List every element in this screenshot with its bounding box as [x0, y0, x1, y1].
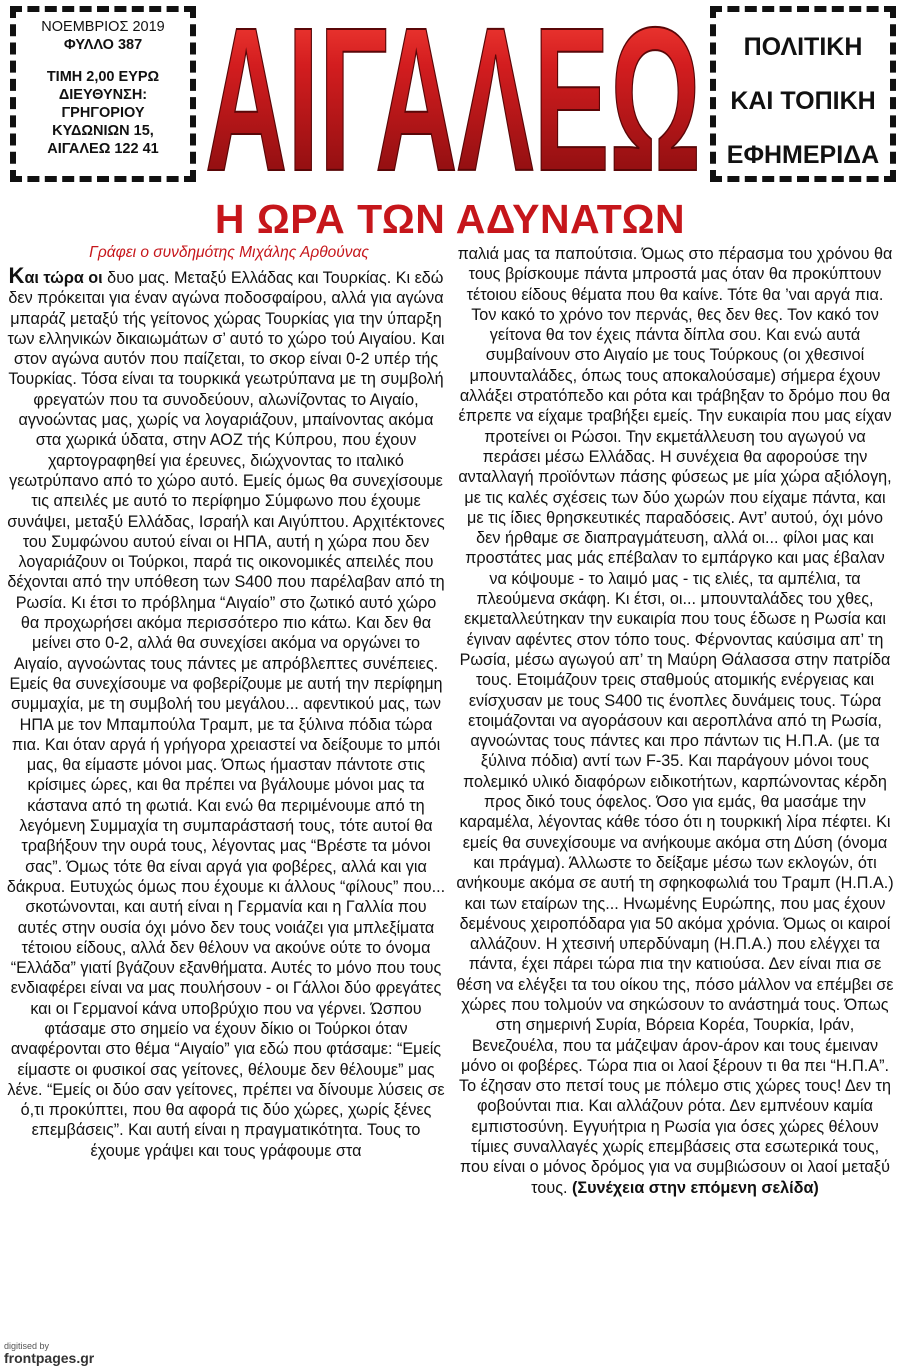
- article-column-right: [455, 244, 895, 1198]
- issue-price: ΤΙΜΗ 2,00 ΕΥΡΩ: [46, 69, 160, 85]
- issue-info-box: [10, 6, 196, 182]
- issue-number: ΦΥΛΛΟ 387: [63, 37, 143, 53]
- issue-date: ΝΟΕΜΒΡΙΟΣ 2019: [41, 19, 165, 35]
- right-column-text: παλιά μας τα παπούτσια. Όμως στο πέρασμα του χρόνου θα τους βρίσκουμε πάντα μπροστά μας όταν θα προκύπτουν τέτοιου είδους θέματα που θα καίνε. Τότε θα ’ναι αργά πια. Τον κακό το χρόνο τον περνάς, θες δεν θες. Τον κακό τον γείτονα θα τον έχεις πάντα δίπλα σου. Και ενώ αυτά συμβαίνουν στο Αιγαίο με τους Τούρκους (οι χθεσινοί μπουνταλάδες, όπως τους αποκαλούσαμε) σήμερα έχουν αλλάξει στρατόπεδο και ρότα και τράβηξαν το δρόμο που θα έπρεπε να είχαμε τραβήξει εμείς. Την ευκαιρία που μας είχαν προτείνει οι Ρώσοι. Την εκμετάλλευση του αγωγού να περάσει μέσω Ελλάδας. Η συνέχεια θα αφορούσε την ανταλλαγή προϊόντων πάσης φύσεως με μία χώρα αξιόλογη, με τις καλές σχέσεις των δύο χωρών που είχαμε πάντα, και με τις ίδιες θρησκευτικές παραδόσεις. Αντ’ αυτού, όχι μόνο δεν ήρθαμε σε διαπραγμάτευση, αλλά οι... φίλοι μας και προστάτες μας μάς επέβαλαν το εμπάργκο και μας έβαλαν να κόψουμε - το λαιμό μας - τις ελιές, τα αμπέλια, τα πλεούμενα σκάφη. Κι έτσι, οι... μπουνταλάδες του χθες, εκμεταλλεύτηκαν την ευκαιρία που τους έδωσε η Ρωσία και έγιναν αφέντες στον τόπο τους. Φέρνοντας καύσιμα απ’ τη Ρωσία, μέσω αγωγού απ’ τη Μαύρη Θάλασσα στην πατρίδα τους. Ετοιμάζουν τρεις σταθμούς ατομικής ενέργειας και ενίσχυσαν με τους S400 τις ένοπλες δυνάμεις τους. Τώρα ετοιμάζονται να αγοράσουν και αεροπλάνα από τη Ρωσία, αγνοώντας τους πάντες και προ πάντων τις Η.Π.Α. (με τα ξύλινα πόδια) αντί των F-35. Και παράγουν μόνοι τους πολεμικό υλικό διαφόρων ειδικοτήτων, καρπώνοντας κέρδη προς δικό τους όφελος. Όσο για εμάς, θα μασάμε την καραμέλα, λέγοντας κάθε τόσο ότι η τουρκική λίρα πέφτει. Κι εμείς θα συνεχίσουμε να ανήκουμε ακόμα στη Δύση (όνομα και πράγμα). Άλλωστε το δείξαμε μέσω των εκλογών, ότι ανήκουμε ακόμα σε αυτή τη σφηκοφωλιά του Τραμπ (Η.Π.Α.) και των εταίρων της... Ηνωμένης Ευρώπης, που μας έχουν δεμένους χειροπόδαρα για 50 ακόμα χρόνια. Όμως οι καιροί αλλάζουν. Η χτεσινή υπερδύναμη (Η.Π.Α.) που ελέγχει τα πάντα, έχει πάρει τώρα πια την κατιούσα. Δεν είναι πια σε θέση να ελέγξει τα του οίκου της, πόσο μάλλον να επέμβει σε χώρες που τολμούν να σηκώσουν το ανάστημά τους. Όπως στη σημερινή Συρία, Βόρεια Κορέα, Τουρκία, Ιράν, Βενεζουέλα, που τα μάζεψαν άρον-άρον και τους έμειναν μόνο οι φοβέρες. Τώρα πια οι λαοί ξέρουν τι θα πει “Η.Π.Α”. Το έζησαν στο πετσί τους με πόλεμο στις χώρες τους! Δεν τη φοβούνται πια. Και αλλάζουν ρότα. Δεν εμπνέουν καμία εμπιστοσύνη. Εγγυήτρια η Ρωσία για όσες χώρες θέλουν τίμιες συναλλαγές χωρίς επεμβάσεις στα εσωτερικά τους, που είναι ο μόνος δρόμος για να συμβιώσουν οι λαοί μεταξύ τους.: [456, 245, 894, 1197]
- lead-words: αι τώρα οι: [24, 269, 103, 287]
- lead-initial: Κ: [8, 263, 25, 288]
- article-headline: Η ΩΡΑ ΤΩΝ ΑΔΥΝΑΤΩΝ: [214, 196, 686, 242]
- address-line-1: ΓΡΗΓΟΡΙΟΥ: [61, 105, 145, 121]
- tagline-box: [710, 6, 896, 182]
- continued-note: (Συνέχεια στην επόμενη σελίδα): [572, 1178, 819, 1197]
- tagline-line-2: ΚΑΙ ΤΟΠΙΚΗ: [730, 87, 876, 115]
- address-line-2: ΚΥΔΩΝΙΩΝ 15,: [52, 123, 154, 139]
- article-byline: Γράφει ο συνδημότης Μιχάλης Αρθούνας: [89, 244, 369, 261]
- address-line-3: ΑΙΓΑΛΕΩ 122 41: [47, 141, 159, 157]
- credit-site: frontpages.gr: [4, 1350, 95, 1366]
- newspaper-title: [200, 2, 706, 190]
- tagline-line-3: ΕΦΗΜΕΡΙΔΑ: [726, 141, 880, 169]
- credit-digitized: digitised by: [4, 1341, 50, 1351]
- address-label: ΔΙΕΥΘΥΝΣΗ:: [58, 87, 148, 103]
- masthead-header: [0, 0, 900, 190]
- article-column-left: [6, 263, 446, 1161]
- tagline-line-1: ΠΟΛΙΤΙΚΗ: [743, 33, 863, 61]
- left-column-text: δυο μας. Μεταξύ Ελλάδας και Τουρκίας. Κι εδώ δεν πρόκειται για έναν αγώνα ποδοσφαίρου, αλλά για αγώνα μπαράζ μεταξύ τής γείτονος χώρας Τουρκίας για την ύπαρξη των ελληνικών δικαιωμάτων σ’ αυτό το χώρο τού Αιγαίου. Και στον αγώνα αυτόν που παίζεται, το σκορ είναι 0-2 υπέρ τής Τουρκίας. Τόσα είναι τα τουρκικά γεωτρύπανα με τη συμβολή φρεγατών που τα συνοδεύουν, αλωνίζοντας το Αιγαίο, αγνοώντας μας, χωρίς να λογαριάζουν, μπαίνοντας ακόμα στα χωρικά ύδατα, στην ΑΟΖ τής Κύπρου, που έχουν χαρτογραφηθεί για έρευνες, διώχνοντας το ιταλικό γεωτρύπανο από το χώρο αυτό. Εμείς όμως θα συνεχίσουμε τις απειλές με αυτό το περίφημο Σύμφωνο που έχουμε συνάψει, μεταξύ Ελλάδας, Ισραήλ και Αιγύπτου. Αρχιτέκτονες του Συμφώνου αυτού είναι οι ΗΠΑ, αυτή η χώρα που δεν λογαριάζουν οι Τούρκοι, παρά τις οικονομικές απειλές που δέχονται από την υπόθεση των S400 που παρέλαβαν από τη Ρωσία. Κι έτσι το πρόβλημα “Αιγαίο” στο ζωτικό αυτό χώρο θα προχωρήσει ακόμα περισσότερο πιο κάτω. Και δεν θα μείνει στο 0-2, αλλά θα συνεχίσει ακόμα να οργώνει το Αιγαίο, αγνοώντας τους πάντες με απρόβλεπτες συνέπειες. Εμείς θα συνεχίσουμε να φοβερίζουμε με αυτή την περίφημη συμμαχία, με τη συμβολή του μεγάλου... αφεντικού μας, των ΗΠΑ με τον Μπαμπούλα Τραμπ, με τα ξύλινα πόδια τώρα πια. Και όταν αργά ή γρήγορα χρειαστεί να δείξουμε το μπόι μας, θα είμαστε μόνοι μας. Όπως ήμασταν πάντοτε στις κρίσιμες ώρες, και θα πρέπει να βγάλουμε μόνοι μας τα κάστανα από τη φωτιά. Και ενώ θα περιμένουμε από τη λεγόμενη Συμμαχία τη συμπαράστασή τους, τότε αυτοί θα τραβήξουν την ουρά τους, λέγοντας μας “Βρέστε τα μόνοι σας”. Όμως τότε θα είναι αργά για φοβέρες, αλλά και για δάκρυα. Ευτυχώς όμως που έχουμε κι άλλους “φίλους” που... σκοτώνονται, και αυτή είναι η Γερμανία και η Γαλλία που αυτές στην ουσία όχι μόνο δεν τους νοιάζει για μπλεξίματα τέτοιου είδους, αλλά δεν θέλουν να ακούνε ούτε το όνομα “Ελλάδα” γιατί βγάζουν εξανθήματα. Αυτές το μόνο που τους ενδιαφέρει είναι να μας πουλήσουν - οι Γάλλοι δύο φρεγάτες και οι Γερμανοί κάνα υποβρύχιο που να γέρνει. Ώσπου φτάσαμε στο σημείο να έχουν δίκιο οι Τούρκοι όταν αναφέρονται στο θέμα “Αιγαίο” για εδώ που φτάσαμε: “Εμείς είμαστε οι φυσικοί σας γείτονες, θέλουμε δεν θέλουμε” μας λένε. “Εμείς οι δύο σαν γείτονες, πρέπει να δίνουμε λύσεις σε ό,τι προκύπτει, που θα αφορά τις δύο χώρες, χωρίς ξένες επεμβάσεις”. Και αυτή είναι η πραγματικότητα. Τους το έχουμε γράψει και τους γράφουμε στα: [6, 269, 446, 1160]
- newspaper-title-logo: [200, 2, 706, 190]
- newspaper-title-text: ΑΙΓΑΛΕΩ: [205, 2, 701, 190]
- lead-in: [8, 263, 103, 288]
- digitization-credit: [0, 1341, 140, 1371]
